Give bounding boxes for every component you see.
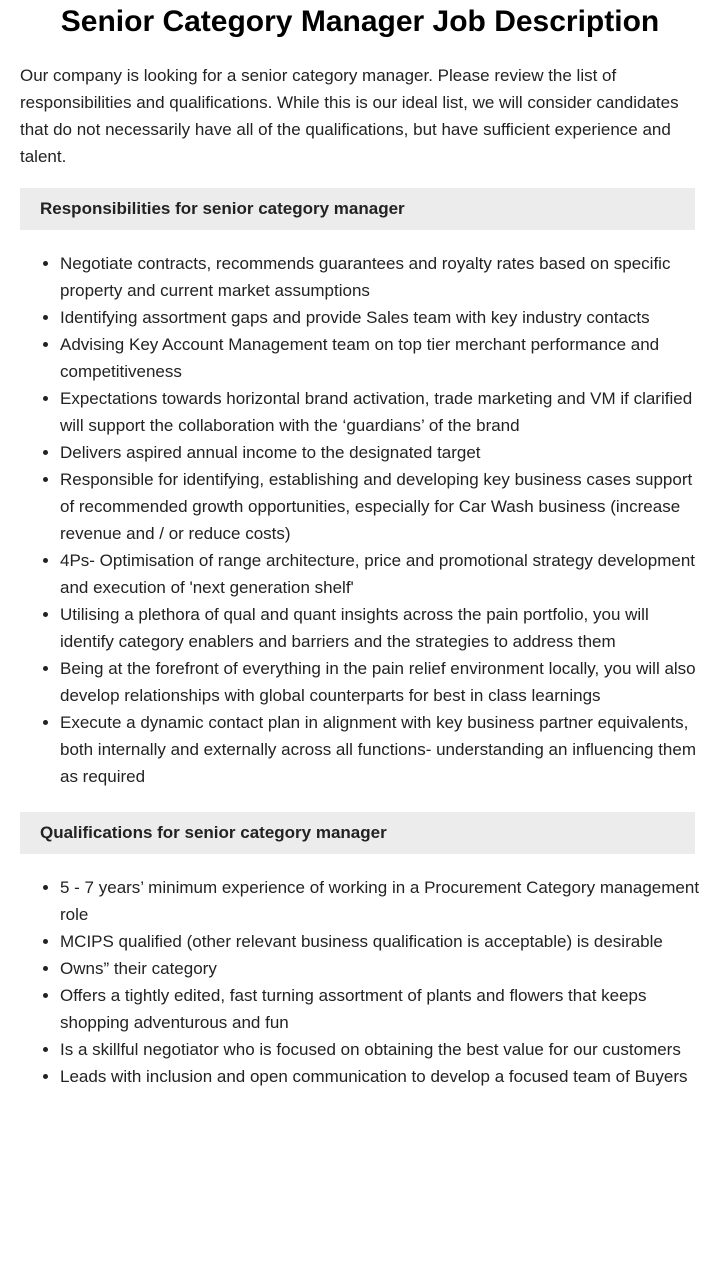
list-item: • Is a skillful negotiator who is focused on obtaining the best value for our customers <box>60 1036 700 1063</box>
qualifications-heading: Qualifications for senior category manager <box>20 812 695 854</box>
list-item: • Owns” their category <box>60 955 700 982</box>
list-item: • Advising Key Account Management team on top tier merchant performance and competitiveness <box>60 331 700 385</box>
intro-paragraph: Our company is looking for a senior category manager. Please review the list of responsibilities and qualifications. While this is our ideal list, we will consider candidates that do not necessarily have all of the qualifications, but have sufficient experience and talent. <box>20 66 679 166</box>
list-item: • 5 - 7 years’ minimum experience of working in a Procurement Category management role <box>60 874 700 928</box>
list-item: • Expectations towards horizontal brand activation, trade marketing and VM if clarified will support the collaboration with the ‘guardians’ of the brand <box>60 385 700 439</box>
list-item: • Offers a tightly edited, fast turning assortment of plants and flowers that keeps shopping adventurous and fun <box>60 982 700 1036</box>
responsibilities-list <box>20 250 700 790</box>
list-item: • Being at the forefront of everything in the pain relief environment locally, you will also develop relationships with global counterparts for best in class learnings <box>60 655 700 709</box>
list-item: • 4Ps- Optimisation of range architecture, price and promotional strategy development and execution of 'next generation shelf' <box>60 547 700 601</box>
qualifications-list <box>20 874 700 1090</box>
list-item: • Leads with inclusion and open communication to develop a focused team of Buyers <box>60 1063 700 1090</box>
list-item: • Utilising a plethora of qual and quant insights across the pain portfolio, you will identify category enablers and barriers and the strategies to address them <box>60 601 700 655</box>
page-title: Senior Category Manager Job Description <box>60 5 660 38</box>
list-item: • Identifying assortment gaps and provide Sales team with key industry contacts <box>60 304 700 331</box>
list-item: • MCIPS qualified (other relevant business qualification is acceptable) is desirable <box>60 928 700 955</box>
list-item: • Execute a dynamic contact plan in alignment with key business partner equivalents, both internally and externally across all functions- understanding an influencing them as required <box>60 709 700 790</box>
list-item: • Negotiate contracts, recommends guarantees and royalty rates based on specific property and current market assumptions <box>60 250 700 304</box>
responsibilities-heading: Responsibilities for senior category manager <box>20 188 695 230</box>
list-item: • Responsible for identifying, establishing and developing key business cases support of recommended growth opportunities, especially for Car Wash business (increase revenue and / or reduce costs) <box>60 466 700 547</box>
list-item: • Delivers aspired annual income to the designated target <box>60 439 700 466</box>
